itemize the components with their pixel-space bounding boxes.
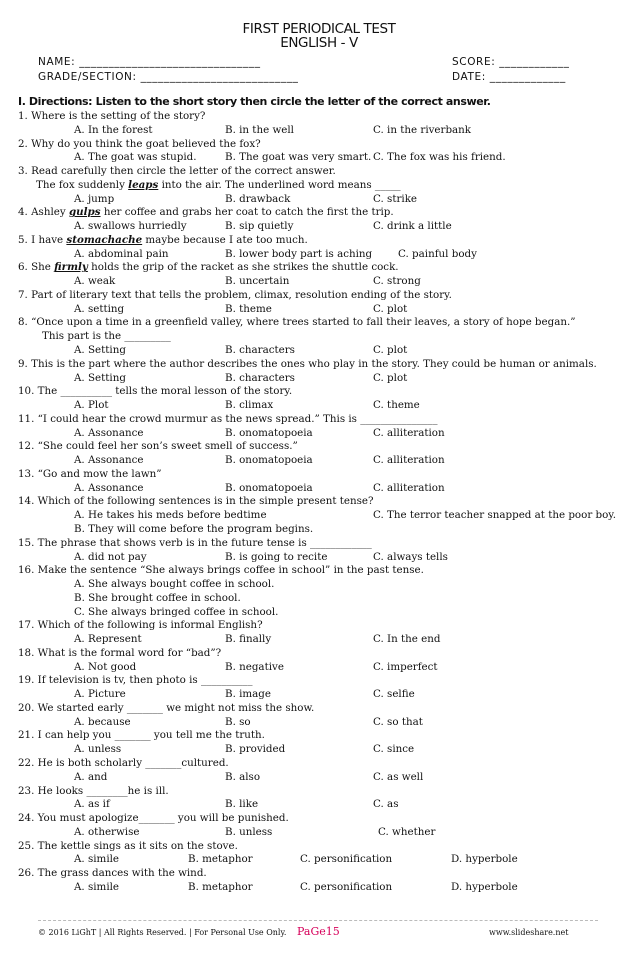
answer-choice[interactable]: C. personification	[300, 880, 393, 893]
underlined-word: gulps	[68, 206, 101, 219]
underlined-word: firmly	[54, 261, 88, 274]
question-text: 1. Where is the setting of the story?	[18, 110, 206, 122]
answer-choice[interactable]: B. climax	[225, 399, 274, 412]
date-field: DATE: _____________	[452, 71, 566, 83]
answer-choice[interactable]: C. The terror teacher snapped at the poor boy.	[373, 509, 617, 522]
question-line	[18, 537, 633, 551]
answer-choice[interactable]: A. In the forest	[74, 123, 153, 136]
question-text: 8. “Once upon a time in a greenfield valley, where trees started to fall their leaves, a story of hope began.”	[18, 316, 576, 329]
choices-row	[18, 633, 633, 647]
answer-choice[interactable]: A. weak	[74, 275, 116, 288]
choices-row	[18, 798, 633, 812]
question-text: 4. Ashley	[18, 206, 69, 219]
answer-choice[interactable]: A. and	[74, 770, 108, 783]
question-line	[18, 702, 633, 716]
choices-row	[18, 124, 633, 138]
answer-choice[interactable]: B. also	[225, 770, 261, 783]
answer-choice[interactable]: C. The fox was his friend.	[373, 151, 506, 164]
answer-choice[interactable]: A. simile	[74, 880, 120, 893]
choices-row	[18, 771, 633, 785]
question-text: The fox suddenly	[36, 178, 129, 191]
answer-choice[interactable]: B. negative	[225, 660, 284, 673]
question-line	[18, 867, 633, 881]
question-line	[18, 385, 633, 399]
question-line	[18, 234, 633, 248]
answer-choice[interactable]: B. like	[225, 798, 259, 811]
answer-choice[interactable]: D. hyperbole	[451, 880, 518, 893]
question-text: 21. I can help you _______ you tell me the truth.	[18, 729, 265, 742]
underlined-word: stomachache	[66, 233, 143, 246]
answer-choice[interactable]: A. Plot	[74, 399, 109, 412]
answer-choice[interactable]: B. They will come before the program begins.	[74, 522, 314, 535]
question-line	[18, 840, 633, 854]
choices-row	[18, 881, 633, 895]
answer-choice[interactable]: C. plot	[373, 302, 408, 315]
question-text: 11. “I could hear the crowd murmur as the news spread.” This is _______________	[18, 412, 438, 425]
answer-choice[interactable]: B. finally	[225, 633, 272, 646]
answer-choice[interactable]: C. strike	[373, 192, 418, 205]
answer-choice[interactable]: C. since	[373, 743, 415, 756]
question-line	[18, 564, 633, 578]
choices-row	[18, 551, 633, 565]
choices-row	[18, 482, 633, 496]
answer-choice[interactable]: B. sip quietly	[225, 220, 294, 233]
question-text-rest: maybe because I ate too much.	[142, 233, 308, 246]
answer-choice[interactable]: B. in the well	[225, 123, 294, 136]
question-line	[18, 358, 633, 372]
question-line	[18, 647, 633, 661]
answer-choice[interactable]: A. Setting	[74, 371, 126, 384]
answer-choice[interactable]: A. Not good	[74, 660, 137, 673]
choices-row	[18, 303, 633, 317]
answer-choice[interactable]: B. metaphor	[188, 880, 253, 893]
question-line	[18, 261, 633, 275]
answer-choice[interactable]: C. always tells	[373, 550, 448, 563]
answer-choice[interactable]: B. drawback	[225, 192, 291, 205]
answer-choice[interactable]: A. He takes his meds before bedtime	[74, 509, 267, 522]
question-line	[18, 619, 633, 633]
question-text: This part is the _________	[42, 330, 171, 343]
question-text: 13. “Go and mow the lawn”	[18, 467, 162, 480]
answer-choice[interactable]: D. hyperbole	[451, 853, 518, 866]
answer-choice[interactable]: A. simile	[74, 853, 120, 866]
answer-choice[interactable]: A. Represent	[74, 633, 142, 646]
answer-choice[interactable]: C. personification	[300, 853, 393, 866]
choices-row	[18, 344, 633, 358]
answer-choice[interactable]: A. Assonance	[74, 481, 144, 494]
answer-choice[interactable]: B. metaphor	[188, 853, 253, 866]
choices-row	[18, 248, 633, 262]
answer-choice[interactable]: C. plot	[373, 344, 408, 357]
answer-choice[interactable]: B. lower body part is aching	[225, 247, 373, 260]
choices-row	[18, 427, 633, 441]
choices-row	[18, 688, 633, 702]
question-line	[18, 165, 633, 179]
answer-choice[interactable]: B. The goat was very smart.	[225, 151, 372, 164]
answer-choice[interactable]: C. as well	[373, 770, 424, 783]
answer-choice[interactable]: B. onomatopoeia	[225, 426, 313, 439]
choices-row	[18, 743, 633, 757]
footer-copyright: © 2016 LiGhT | All Rights Reserved. | For Personal Use Only.	[38, 928, 287, 937]
answer-choice[interactable]: C. painful body	[398, 247, 477, 260]
choices-row	[18, 220, 633, 234]
answer-choice[interactable]: B. onomatopoeia	[225, 481, 313, 494]
question-text: 20. We started early _______ we might not miss the show.	[18, 701, 315, 714]
answer-choice[interactable]: A. because	[74, 715, 131, 728]
answer-choice[interactable]: B. so	[225, 715, 251, 728]
answer-choice[interactable]: A. Picture	[74, 688, 126, 701]
answer-choice[interactable]: C. alliteration	[373, 426, 445, 439]
answer-choice[interactable]: C. alliteration	[373, 454, 445, 467]
question-text: 22. He is both scholarly _______cultured.	[18, 756, 229, 769]
footer-divider	[38, 920, 598, 921]
question-line	[18, 206, 633, 220]
answer-choice[interactable]: A. The goat was stupid.	[74, 151, 197, 164]
question-text: 3. Read carefully then circle the letter of the correct answer.	[18, 165, 336, 178]
answer-choice[interactable]: B. provided	[225, 743, 286, 756]
score-field: SCORE: ____________	[452, 56, 570, 68]
question-text-rest: her coffee and grabs her coat to catch the first the trip.	[100, 206, 394, 219]
answer-choice[interactable]: C. imperfect	[373, 660, 438, 673]
question-text: 14. Which of the following sentences is in the simple present tense?	[18, 495, 374, 508]
question-text: 7. Part of literary text that tells the problem, climax, resolution ending of the story.	[18, 288, 452, 301]
question-line	[18, 757, 633, 771]
question-text: 2. Why do you think the goat believed the fox?	[18, 137, 261, 150]
answer-choice[interactable]: B. uncertain	[225, 275, 290, 288]
answer-choice[interactable]: C. so that	[373, 715, 423, 728]
answer-choice[interactable]: A. setting	[74, 302, 125, 315]
answer-choice[interactable]: C. selfie	[373, 688, 415, 701]
choices-row	[18, 509, 633, 523]
question-line	[18, 495, 633, 509]
question-line	[18, 468, 633, 482]
question-line	[18, 179, 633, 193]
question-line	[18, 110, 633, 124]
answer-choice[interactable]: C. theme	[373, 399, 420, 412]
answer-choice[interactable]: A. Setting	[74, 344, 126, 357]
question-text: 15. The phrase that shows verb is in the future tense is ____________	[18, 536, 372, 549]
question-text: 10. The __________ tells the moral lesson of the story.	[18, 385, 293, 398]
answer-choice[interactable]: A. Assonance	[74, 426, 144, 439]
choices-row	[18, 826, 633, 840]
question-text-rest: into the air. The underlined word means _____	[158, 178, 401, 191]
question-text: 24. You must apologize_______ you will be punished.	[18, 812, 289, 825]
question-line	[18, 440, 633, 454]
answer-choice[interactable]: B. image	[225, 688, 271, 701]
answer-choice[interactable]: C. In the end	[373, 633, 441, 646]
question-text-rest: holds the grip of the racket as she strikes the shuttle cock.	[87, 261, 399, 274]
choices-row	[18, 716, 633, 730]
answer-choice[interactable]: A. abdominal pain	[74, 247, 169, 260]
question-line	[18, 674, 633, 688]
choices-row	[18, 193, 633, 207]
answer-choice[interactable]: B. characters	[225, 371, 295, 384]
question-text: 17. Which of the following is informal English?	[18, 619, 263, 632]
choices-row	[18, 399, 633, 413]
choices-row	[18, 606, 633, 620]
question-text: 25. The kettle sings as it sits on the stove.	[18, 839, 238, 852]
question-list	[18, 110, 633, 895]
question-text: 5. I have	[18, 233, 67, 246]
answer-choice[interactable]: C. as	[373, 798, 399, 811]
answer-choice[interactable]: A. otherwise	[74, 825, 140, 838]
answer-choice[interactable]: C. alliteration	[373, 481, 445, 494]
choices-row	[18, 275, 633, 289]
answer-choice[interactable]: C. She always bringed coffee in school.	[74, 605, 279, 618]
question-line	[18, 785, 633, 799]
footer-site: www.slideshare.net	[489, 928, 569, 937]
choices-row	[18, 151, 633, 165]
question-line	[18, 330, 633, 344]
choices-row	[18, 853, 633, 867]
choices-row	[18, 523, 633, 537]
question-line	[18, 138, 633, 152]
answer-choice[interactable]: A. swallows hurriedly	[74, 220, 187, 233]
page-number: PaGe15	[297, 925, 340, 938]
answer-choice[interactable]: A. did not pay	[74, 550, 147, 563]
name-field: NAME: _______________________________	[38, 56, 261, 68]
choices-row	[18, 592, 633, 606]
answer-choice[interactable]: A. unless	[74, 743, 122, 756]
answer-choice[interactable]: B. onomatopoeia	[225, 454, 313, 467]
choices-row	[18, 661, 633, 675]
underlined-word: leaps	[128, 178, 159, 191]
answer-choice[interactable]: B. characters	[225, 344, 295, 357]
directions: I. Directions: Listen to the short story then circle the letter of the correct answer.	[18, 95, 491, 108]
answer-choice[interactable]: B. She brought coffee in school.	[74, 591, 241, 604]
answer-choice[interactable]: B. is going to recite	[225, 550, 328, 563]
question-text: 18. What is the formal word for “bad”?	[18, 646, 222, 659]
choices-row	[18, 372, 633, 386]
answer-choice[interactable]: A. She always bought coffee in school.	[74, 578, 275, 591]
choices-row	[18, 578, 633, 592]
answer-choice[interactable]: B. unless	[225, 825, 273, 838]
question-text: 9. This is the part where the author describes the ones who play in the story. They could be human or animals.	[18, 357, 597, 370]
question-line	[18, 729, 633, 743]
answer-choice[interactable]: A. as if	[74, 798, 110, 811]
answer-choice[interactable]: C. in the riverbank	[373, 123, 472, 136]
question-text: 16. Make the sentence “She always brings coffee in school” in the past tense.	[18, 564, 424, 577]
answer-choice[interactable]: B. theme	[225, 302, 272, 315]
question-line	[18, 413, 633, 427]
question-line	[18, 289, 633, 303]
question-text: 6. She	[18, 261, 55, 274]
question-text: 23. He looks ________he is ill.	[18, 784, 169, 797]
grade-section-field: GRADE/SECTION: ___________________________	[38, 71, 299, 83]
answer-choice[interactable]: C. plot	[373, 371, 408, 384]
question-line	[18, 812, 633, 826]
answer-choice[interactable]: A. Assonance	[74, 454, 144, 467]
test-subtitle: ENGLISH - V	[280, 35, 358, 51]
question-text: 26. The grass dances with the wind.	[18, 867, 207, 880]
test-title: FIRST PERIODICAL TEST	[242, 21, 396, 37]
answer-choice[interactable]: A. jump	[74, 192, 115, 205]
choices-row	[18, 454, 633, 468]
answer-choice[interactable]: C. whether	[378, 825, 436, 838]
answer-choice[interactable]: C. strong	[373, 275, 421, 288]
question-text: 19. If television is tv, then photo is __________	[18, 674, 253, 687]
question-text: 12. “She could feel her son’s sweet smell of success.”	[18, 440, 298, 453]
answer-choice[interactable]: C. drink a little	[373, 220, 452, 233]
question-line	[18, 316, 633, 330]
